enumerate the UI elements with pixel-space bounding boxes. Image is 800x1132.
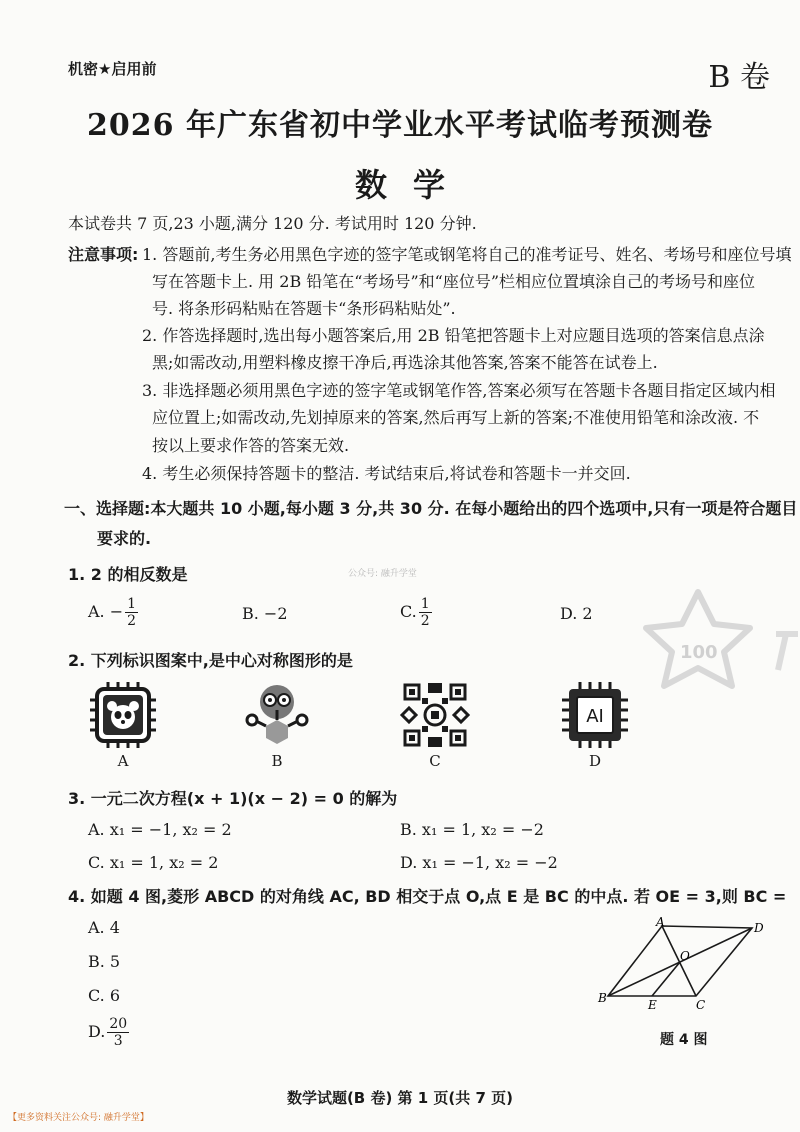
- q4-option-b: B. 5: [88, 952, 121, 971]
- q4-option-a: A. 4: [88, 918, 120, 937]
- q3-option-c: C. x₁ = 1, x₂ = 2: [88, 853, 219, 872]
- notes-label: 注意事项:: [68, 245, 139, 264]
- q2-label-a: A: [117, 752, 129, 770]
- panda-chip-icon: [88, 680, 158, 750]
- q1-option-b: B. −2: [242, 604, 288, 623]
- symmetric-pattern-icon: [400, 680, 470, 750]
- note-4-line-1: 4. 考生必须保持答题卡的整洁. 考试结束后,将试卷和答题卡一并交回.: [142, 464, 631, 483]
- watermark-text: 公众号: 融升学堂: [348, 569, 417, 579]
- q1-option-a: A. − $\frac{1}{2}$: [88, 596, 137, 629]
- star-watermark-icon: [628, 582, 800, 692]
- note-2-line-2: 黑;如需改动,用塑料橡皮擦干净后,再选涂其他答案,答案不能答在试卷上.: [152, 353, 658, 372]
- section-1-heading: 一、选择题:本大题共 10 小题,每小题 3 分,共 30 分. 在每小题给出的四个选项中,只有一项是符合题目: [64, 499, 798, 518]
- paper-version: B 卷: [708, 60, 770, 95]
- note-3-line-3: 按以上要求作答的答案无效.: [152, 436, 350, 455]
- page-footer: 数学试题(B 卷) 第 1 页(共 7 页): [286, 1089, 514, 1107]
- segment-oe: [652, 962, 680, 996]
- q4-stem: 4. 如题 4 图,菱形 ABCD 的对角线 AC, BD 相交于点 O,点 E 是 BC 的中点. 若 OE = 3,则 BC =: [68, 887, 787, 906]
- q1-option-d: D. 2: [560, 604, 593, 623]
- ai-chip-icon: [560, 680, 630, 750]
- q3-option-d: D. x₁ = −1, x₂ = −2: [400, 853, 558, 872]
- note-1-line-2: 写在答题卡上. 用 2B 铅笔在“考场号”和“座位号”栏相应位置填涂自己的考场号和座位: [152, 272, 756, 291]
- q1-stem: 1. 2 的相反数是: [68, 565, 188, 584]
- figure-caption: 题 4 图: [660, 1032, 708, 1048]
- footer-note: 【更多资料关注公众号: 融升学堂】: [8, 1113, 149, 1123]
- q2-label-c: C: [429, 752, 441, 770]
- note-1-line-3: 号. 将条形码粘贴在答题卡“条形码粘贴处”.: [152, 299, 456, 318]
- point-b-label: B: [598, 991, 607, 1005]
- intro-text: 本试卷共 7 页,23 小题,满分 120 分. 考试用时 120 分钟.: [68, 214, 477, 233]
- note-3-line-2: 应位置上;如需改动,先划掉原来的答案,然后再写上新的答案;不准使用铅笔和涂改液. 不: [152, 408, 760, 427]
- section-1-heading-cont: 要求的.: [97, 529, 152, 548]
- point-d-label: D: [754, 921, 764, 935]
- note-3-line-1: 3. 非选择题必须用黑色字迹的签字笔或钢笔作答,答案必须写在答题卡各题目指定区域内相: [142, 381, 776, 400]
- exam-title: 2026 年广东省初中学业水平考试临考预测卷: [87, 108, 713, 143]
- point-e-label: E: [648, 998, 657, 1012]
- q2-label-b: B: [271, 752, 283, 770]
- q4-option-c: C. 6: [88, 986, 121, 1005]
- note-2-line-1: 2. 作答选择题时,选出每小题答案后,用 2B 铅笔把答题卡上对应题目选项的答案信息点涂: [142, 326, 765, 345]
- note-1-line-1: 1. 答题前,考生务必用黑色字迹的签字笔或钢笔将自己的准考证号、姓名、考场号和座位号填: [142, 245, 792, 264]
- point-c-label: C: [696, 998, 706, 1012]
- diagonal-ac: [662, 926, 696, 996]
- q1-option-c: C. $\frac{1}{2}$: [400, 596, 430, 629]
- q3-option-a: A. x₁ = −1, x₂ = 2: [88, 820, 232, 839]
- ai-chip-text: AI: [586, 706, 604, 727]
- point-a-label: A: [656, 916, 665, 929]
- point-o-label: O: [680, 949, 690, 963]
- q3-stem: 3. 一元二次方程(x + 1)(x − 2) = 0 的解为: [68, 789, 398, 808]
- rhombus-figure: [596, 916, 776, 1016]
- q2-label-d: D: [588, 752, 602, 770]
- q4-option-d: D. $\frac{20}{3}$: [88, 1016, 128, 1049]
- robot-hub-icon: [242, 680, 312, 750]
- svg-text:100: 100: [680, 642, 718, 663]
- q3-option-b: B. x₁ = 1, x₂ = −2: [400, 820, 544, 839]
- confidential-label: 机密★启用前: [68, 60, 157, 78]
- subject-title: 数学: [354, 166, 471, 204]
- q2-stem: 2. 下列标识图案中,是中心对称图形的是: [68, 651, 353, 670]
